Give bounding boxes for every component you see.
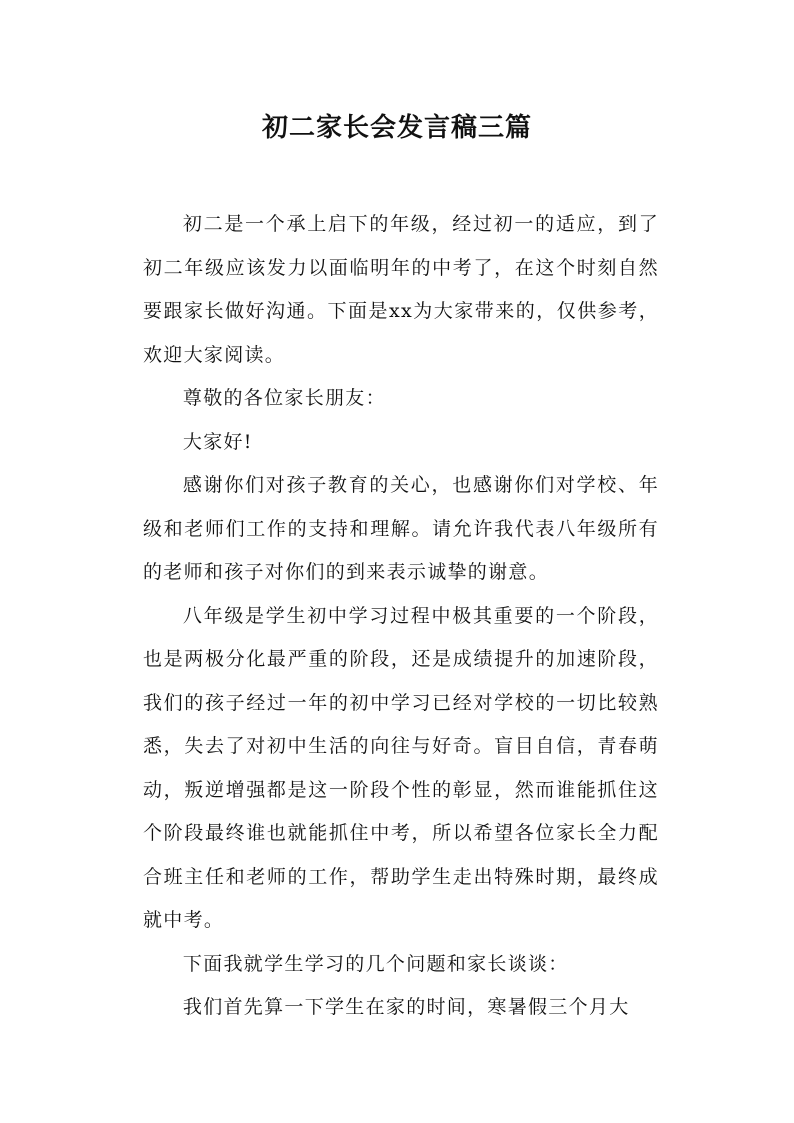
grade-eight-paragraph: 八年级是学生初中学习过程中极其重要的一个阶段，也是两极分化最严重的阶段，还是成绩提升的加速阶段，我们的孩子经过一年的初中学习已经对学校的一切比较熟悉，失去了对初中生活的向往与好奇。盲目自信，青春萌动，叛逆增强都是这一阶段个性的彰显，然而谁能抓住这个阶段最终谁也就能抓住中考，所以希望各位家长全力配合班主任和老师的工作，帮助学生走出特殊时期，最终成就中考。 [143, 604, 659, 931]
salutation: 尊敬的各位家长朋友： [182, 387, 386, 409]
time-at-home-paragraph: 我们首先算一下学生在家的时间，寒暑假三个月大 [182, 996, 630, 1018]
topic-intro-paragraph: 下面我就学生学习的几个问题和家长谈谈： [182, 952, 569, 975]
intro-paragraph: 初二是一个承上启下的年级，经过初一的适应，到了初二年级应该发力以面临明年的中考了，在这个时刻自然要跟家长做好沟通。下面是xx为大家带来的，仅供参考，欢迎大家阅读。 [143, 213, 659, 366]
document-body [143, 203, 659, 1030]
thanks-paragraph: 感谢你们对孩子教育的关心，也感谢你们对学校、年级和老师们工作的支持和理解。请允许我代表八年级所有的老师和孩子对你们的到来表示诚挚的谢意。 [143, 474, 659, 583]
document-title: 初二家长会发言稿三篇 [261, 113, 532, 143]
greeting: 大家好! [182, 430, 253, 453]
